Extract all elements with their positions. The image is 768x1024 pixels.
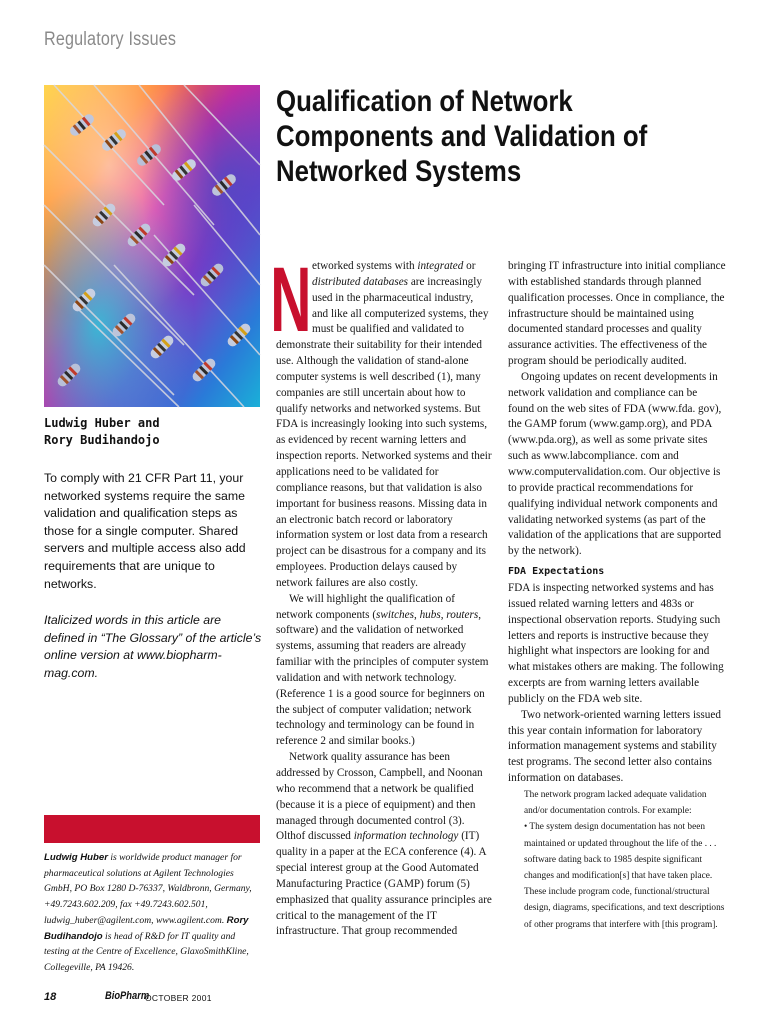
- magazine-logo: BioPharm: [105, 990, 150, 1002]
- title-line: Networked Systems: [276, 155, 522, 188]
- bio-text: is head of R&D for IT quality and testing at the Centre of Excellence, GlaxoSmithKline, Collegeville, PA 19426.: [44, 930, 249, 973]
- bio-name: Ludwig Huber: [44, 852, 108, 863]
- abstract: To comply with 21 CFR Part 11, your networked systems require the same validation and qualification steps as those for a single computer. Shared servers and multiple access also add requirements that are unique to networks.: [44, 471, 246, 591]
- paragraph: FDA is inspecting networked systems and has issued related warning letters and 483s or inspectional observation reports. Studying such letters and reports is instructive because they highlight what inspectors are looking for and what mistakes others are making. The following excerpts are from warning letters available publicly on the FDA web site.: [508, 582, 724, 705]
- section-label: Regulatory Issues: [44, 29, 177, 50]
- paragraph: etworked systems with integrated or distributed databases are increasingly used in the pharmaceutical industry, and like all computerized systems, they must be qualified and validated to demonstrate their suitability for their intended use. Although the validation of stand-alone computer systems is well described (1), many companies are still uncertain about how to qualify networks and networked systems. But FDA is increasingly looking into such systems, as evidenced by recent warning letters and inspection reports. Networked systems and their applications need to be validated for compliance reasons, but that validation is also important for business reasons. Missing data in an electronic batch record or laboratory information system or lost data from a research project can be disastrous for a company and its employees. Production delays caused by network failures are also costly.: [276, 260, 492, 589]
- section-heading: FDA Expectations: [508, 566, 605, 578]
- drop-cap: [270, 249, 312, 352]
- paragraph: We will highlight the qualification of network components (switches, hubs, routers, software) and the validation of networked systems, assuming that readers are already familiar with the principles of computer system validation and with network technology. (Reference 1 is a good source for beginners on the subject of computer validation; network technology and terminology can be found in reference 2 and similar books.): [276, 592, 489, 748]
- body-column-1: [270, 249, 492, 940]
- body-column-2: [508, 259, 726, 933]
- paragraph: Two network-oriented warning letters issued this year contain information for laboratory information management systems and stability test programs. The second letter also contains information on databases.: [508, 708, 721, 785]
- paragraph: Network quality assurance has been addressed by Crosson, Campbell, and Noonan who recommend that a network be qualified (because it is a piece of equipment) and then managed through documented control (3). Olthof discussed information technology (IT) quality in a paper at the ECA conference (4). A special interest group at the Good Automated Manufacturing Practice (GAMP) forum (5) emphasized that quality assurance principles are critical to the management of the IT infrastructure. That group recommended: [276, 751, 492, 938]
- block-quote: • The system design documentation has not been maintained or updated throughout the life of the . . . software dating back to 1985 despite significant changes and modification[s] that have taken place. These include program code, functional/structural design, diagrams, specifications, and text descriptions of other programs that interfere with [this program].: [524, 822, 725, 930]
- article-title: [276, 84, 680, 189]
- hero-image: [44, 85, 260, 407]
- red-divider-bar: [44, 815, 260, 843]
- author-byline: [44, 415, 160, 449]
- title-line: Components and Validation of: [276, 120, 648, 153]
- author-line: Rory Budihandojo: [44, 433, 160, 447]
- author-bio: [44, 850, 262, 976]
- bio-name: Rory Budihandojo: [44, 914, 249, 942]
- glossary-note: Italicized words in this article are defined in “The Glossary” of the article’s online version at www.biopharm-mag.com.: [44, 613, 262, 680]
- bio-text: is worldwide product manager for pharmaceutical solutions at Agilent Technologies GmbH, PO Box 1280 D-76337, Waldbronn, Germany, +49.7243.602.209, fax +49.7243.602.501, ludwig_huber@agilent.com, www.agilent.com.: [44, 852, 252, 926]
- title-line: Qualification of Network: [276, 85, 573, 118]
- paragraph: bringing IT infrastructure into initial compliance with established standards through planned qualification processes. Once in compliance, the infrastructure should be maintained using documented standard processes and quality assurance activities. The effectiveness of the program should be periodically audited.: [508, 260, 726, 368]
- page-number: 18: [44, 991, 57, 1003]
- drop-cap-letter: N: [270, 249, 312, 352]
- author-line: Ludwig Huber and: [44, 416, 160, 430]
- paragraph: Ongoing updates on recent developments in network validation and compliance can be found on the web sites of FDA (www.fda. gov), the GAMP forum (www.gamp.org), and PDA (www.pda.org), as well as some private sites such as www.labcompliance. com and www.computervalidation.com. Our objective is to provide practical recommendations for qualifying individual network components and validating networked systems (as part of the validation of the applications that are supported by the network).: [508, 370, 722, 558]
- block-quote: The network program lacked adequate validation and/or documentation controls. For example:: [524, 790, 707, 817]
- issue-date: OCTOBER 2001: [145, 993, 212, 1003]
